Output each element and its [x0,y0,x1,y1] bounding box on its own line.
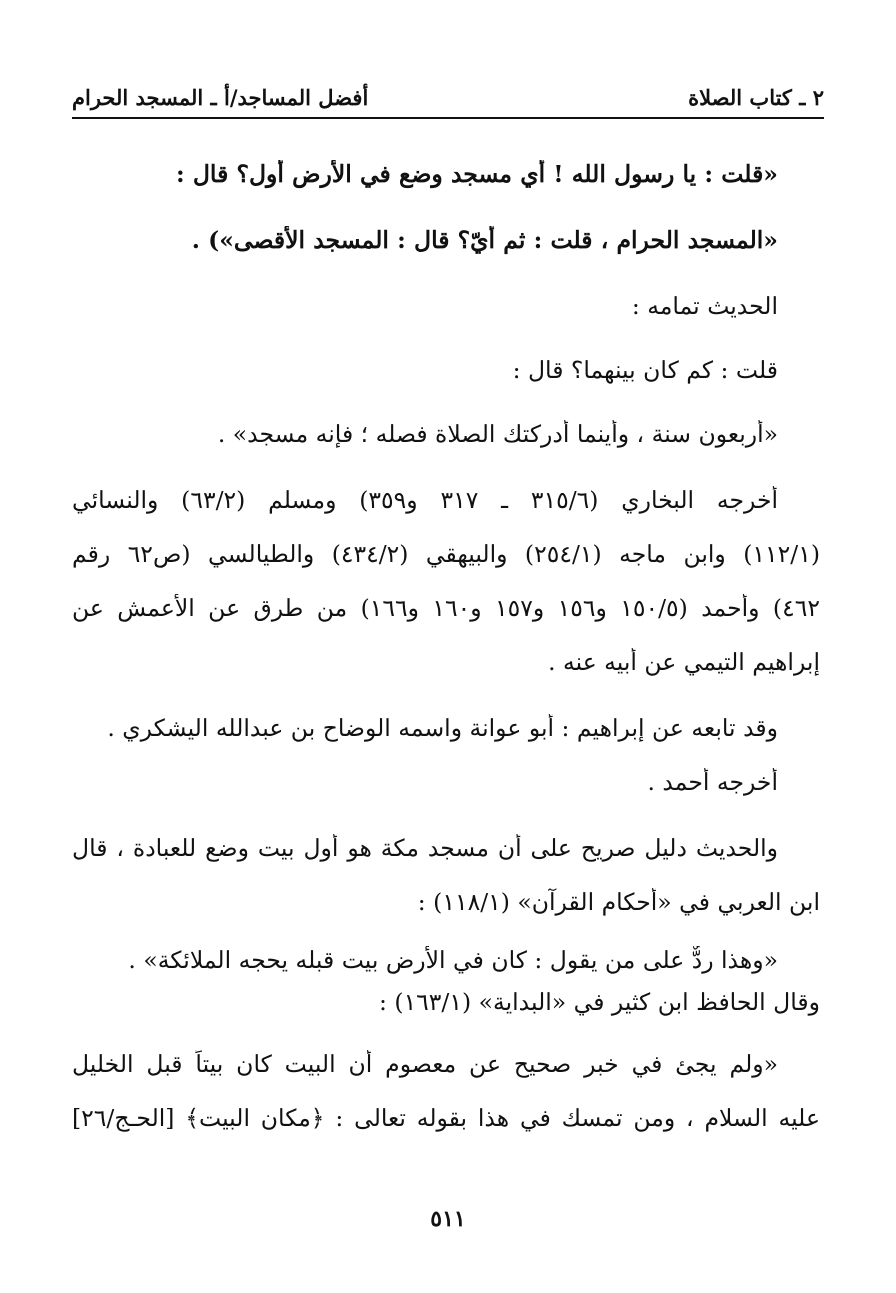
text-line: «ولم يجئ في خبر صحيح عن معصوم أن البيت كان بيتاً قبل الخليل [72,1050,778,1078]
text-line: «المسجد الحرام ، قلت : ثم أيّ؟ قال : المسجد الأقصى») . [191,226,778,254]
running-header [72,66,824,110]
page-body [72,160,820,1158]
text-line: ٤٦٢) وأحمد (١٥٠/٥ و١٥٦ و١٥٧ و١٦٠ و١٦٦) من طرق عن الأعمش عن [72,594,820,622]
text-line: «قلت : يا رسول الله ! أي مسجد وضع في الأرض أول؟ قال : [175,160,778,188]
header-rule [72,117,824,119]
text-line: «أربعون سنة ، وأينما أدركتك الصلاة فصله ؛ فإنه مسجد» . [217,420,778,448]
text-line: «وهذا ردٌّ على من يقول : كان في الأرض بيت قبله يحجه الملائكة» . [128,946,778,974]
text-line: أخرجه أحمد . [647,768,778,796]
text-line: إبراهيم التيمي عن أبيه عنه . [548,648,820,676]
text-line: وقد تابعه عن إبراهيم : أبو عوانة واسمه الوضاح بن عبدالله اليشكري . [107,714,778,742]
text-line: وقال الحافظ ابن كثير في «البداية» (١٦٣/١) : [379,988,820,1016]
text-line: قلت : كم كان بينهما؟ قال : [512,356,778,384]
text-line: الحديث تمامه : [631,292,778,320]
header-section-title: ٢ ـ كتاب الصلاة [688,85,824,110]
page-number: ٥١١ [430,1206,466,1232]
header-topic-title: أفضل المساجد/أ ـ المسجد الحرام [72,85,369,110]
text-line: أخرجه البخاري (٣١٥/٦ ـ ٣١٧ و٣٥٩) ومسلم (٦٣/٢) والنسائي [72,486,779,514]
text-line: ابن العربي في «أحكام القرآن» (١١٨/١) : [417,888,820,916]
text-line: (١١٢/١) وابن ماجه (٢٥٤/١) والبيهقي (٤٣٤/٢) والطيالسي (ص٦٢ رقم [72,540,820,568]
text-line: والحديث دليل صريح على أن مسجد مكة هو أول بيت وضع للعبادة ، قال [72,834,778,862]
text-line: عليه السلام ، ومن تمسك في هذا بقوله تعالى : ﴿مكان البيت﴾ [الحـج/٢٦] [72,1104,820,1132]
